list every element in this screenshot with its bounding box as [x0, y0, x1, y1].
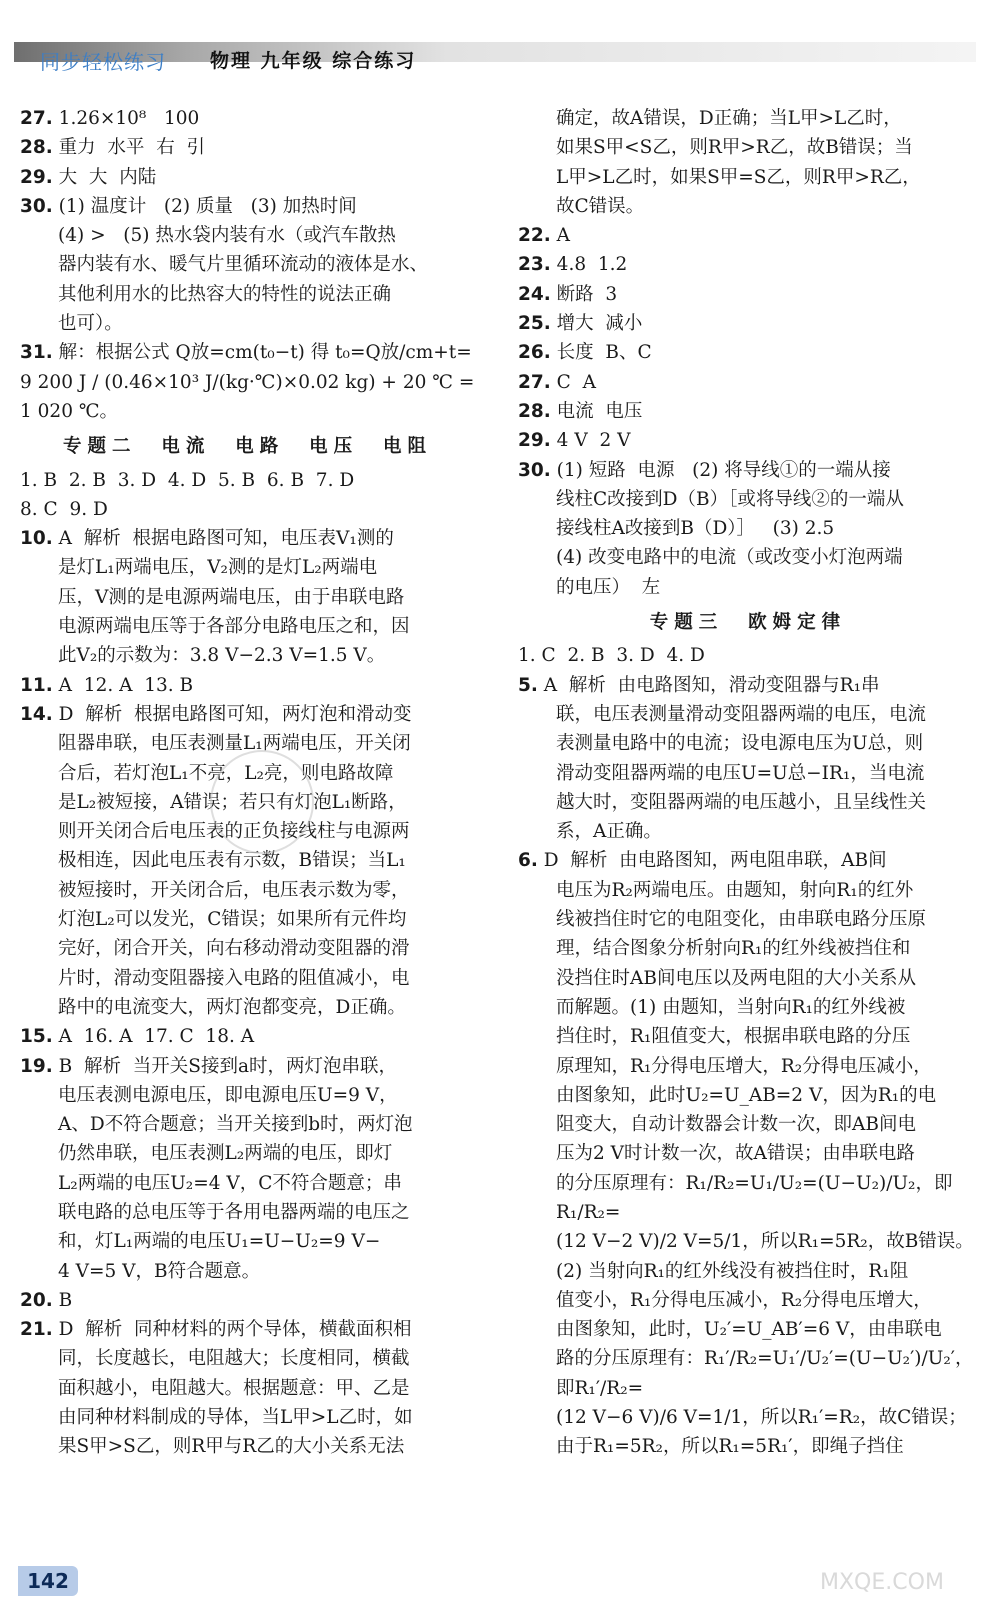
page-number: 142 [18, 1566, 78, 1596]
answer-continuation: 面积越小，电阻越大。根据题意：甲、乙是 [58, 1377, 410, 1399]
right-column [518, 104, 978, 1462]
answer-text: 电流 电压 [556, 400, 643, 422]
question-number: 26. [518, 342, 551, 364]
answer-continuation: 片时，滑动变阻器接入电路的阻值减小，电 [58, 967, 410, 989]
watermark-text: MXQE.COM [820, 1570, 944, 1595]
answer-line [518, 671, 978, 700]
answer-line [518, 368, 978, 397]
answer-continuation: 仍然串联，电压表测L₂两端的电压，即灯 [58, 1143, 393, 1165]
answer-line [20, 338, 475, 367]
question-number: 28. [518, 400, 551, 422]
answer-line [518, 338, 978, 367]
answer-text: 1 020 ℃。 [20, 400, 119, 422]
answer-continuation: 压为2 V时计数一次，故A错误；由串联电路 [556, 1143, 915, 1165]
answer-continuation: 由图象知，此时U₂=U_AB=2 V，因为R₁的电 [556, 1084, 937, 1106]
question-number: 27. [518, 371, 551, 393]
answer-line [20, 671, 475, 700]
answer-continuation: 由于R₁=5R₂，所以R₁=5R₁′，即绳子挡住 [556, 1436, 904, 1458]
question-number: 24. [518, 283, 551, 305]
question-number: 22. [518, 225, 551, 247]
answer-continuation: (2) 当射向R₁的红外线没有被挡住时，R₁阻 [556, 1260, 909, 1282]
answer-continuation: 电源两端电压等于各部分电路电压之和，因 [58, 616, 410, 638]
answer-line [20, 466, 475, 495]
answer-line [518, 641, 978, 670]
question-number: 20. [20, 1289, 53, 1311]
answer-continuation: 故C错误。 [556, 195, 645, 217]
answer-continuation: 阻器串联，电压表测量L₁两端电压，开关闭 [58, 733, 411, 755]
question-number: 25. [518, 313, 551, 335]
answer-continuation: 是L₂被短接，A错误；若只有灯泡L₁断路， [58, 791, 407, 813]
answer-continuation: 也可）。 [58, 313, 123, 335]
answer-continuation: 则开关闭合后电压表的正负接线柱与电源两 [58, 821, 410, 843]
answer-line [20, 1052, 475, 1081]
answer-continuation: 电压为R₂两端电压。由题知，射向R₁的红外 [556, 879, 914, 901]
section-heading: 专题二 电流 电路 电压 电阻 [62, 436, 433, 458]
question-number: 30. [518, 459, 551, 481]
answer-text: B [58, 1289, 73, 1311]
answer-continuation: 值变小，R₁分得电压减小，R₂分得电压增大， [556, 1289, 932, 1311]
answer-text: A [556, 225, 571, 247]
answer-text: A 解析 根据电路图可知，电压表V₁测的 [58, 528, 394, 550]
answer-text: B 解析 当开关S接到a时，两灯泡串联， [58, 1055, 397, 1077]
answer-text: (1) 温度计 (2) 质量 (3) 加热时间 [58, 195, 357, 217]
answer-continuation: 果S甲>S乙，则R甲与R乙的大小关系无法 [58, 1436, 405, 1458]
answer-continuation: L₂两端的电压U₂=4 V，C不符合题意；串 [58, 1172, 402, 1194]
answer-text: 1. B 2. B 3. D 4. D 5. B 6. B 7. D [20, 469, 355, 491]
question-number: 28. [20, 137, 53, 159]
answer-line [20, 397, 475, 426]
answer-continuation: 路的分压原理有：R₁′/R₂=U₁′/U₂′=(U−U₂′)/U₂′，即R₁′/R₂= [556, 1348, 974, 1399]
ink-stamp-mark [210, 750, 314, 854]
answer-continuation: 原理知，R₁分得电压增大，R₂分得电压减小， [556, 1055, 932, 1077]
answer-continuation: 4 V=5 V，B符合题意。 [58, 1260, 261, 1282]
answer-continuation: 表测量电路中的电流；设电源电压为U总，则 [556, 733, 924, 755]
answer-continuation: 阻变大，自动计数器会计数一次，即AB间电 [556, 1114, 916, 1136]
answer-continuation: 没挡住时AB间电压以及两电阻的大小关系从 [556, 967, 916, 989]
answer-text: 解：根据公式 Q放=cm(t₀−t) 得 t₀=Q放/cm+t= [58, 342, 472, 364]
answer-continuation: 的分压原理有：R₁/R₂=U₁/U₂=(U−U₂)/U₂，即R₁/R₂= [556, 1172, 953, 1223]
answer-line [20, 192, 475, 221]
answer-line [20, 104, 475, 133]
answer-continuation: 器内装有水、暖气片里循环流动的液体是水、 [58, 254, 429, 276]
answer-text: 重力 水平 右 引 [58, 137, 205, 159]
answer-text: A 16. A 17. C 18. A [58, 1026, 255, 1048]
answer-line [518, 846, 978, 875]
question-number: 11. [20, 674, 53, 696]
question-number: 19. [20, 1055, 53, 1077]
answer-line [20, 133, 475, 162]
section-heading: 专题三 欧姆定律 [649, 612, 847, 634]
answer-line [518, 280, 978, 309]
answer-text: 4.8 1.2 [556, 254, 628, 276]
answer-continuation: 系，A正确。 [556, 821, 662, 843]
answer-continuation: 此V₂的示数为：3.8 V−2.3 V=1.5 V。 [58, 645, 386, 667]
answer-continuation: 的电压） 左 [556, 576, 661, 598]
page-header [0, 0, 996, 78]
series-title: 同步轻松练习 [40, 50, 166, 74]
answer-line [20, 368, 475, 397]
question-number: 6. [518, 850, 538, 872]
answer-continuation: 同，长度越长，电阻越大；长度相同，横截 [58, 1348, 410, 1370]
question-number: 10. [20, 528, 53, 550]
answer-text: 9 200 J / (0.46×10³ J/(kg·℃)×0.02 kg) + 20 ℃ = [20, 371, 475, 393]
answer-text: D 解析 根据电路图可知，两灯泡和滑动变 [58, 703, 412, 725]
answer-text: 长度 B、C [556, 342, 652, 364]
answer-line [518, 426, 978, 455]
question-number: 14. [20, 703, 53, 725]
answer-continuation: (4) > (5) 热水袋内装有水（或汽车散热 [58, 225, 396, 247]
answer-line [20, 1286, 475, 1315]
answer-text: C A [556, 371, 596, 393]
answer-continuation: 被短接时，开关闭合后，电压表示数为零， [58, 879, 410, 901]
answer-text: 大 大 内陆 [58, 166, 157, 188]
answer-continuation: 其他利用水的比热容大的特性的说法正确 [58, 283, 392, 305]
subject-title: 物理 九年级 综合练习 [210, 50, 417, 72]
answer-continuation: 是灯L₁两端电压，V₂测的是灯L₂两端电 [58, 557, 378, 579]
question-number: 5. [518, 674, 538, 696]
answer-text: 增大 减小 [556, 313, 643, 335]
answer-line [518, 250, 978, 279]
answer-continuation: 接线柱A改接到B（D）］ (3) 2.5 [556, 518, 835, 540]
answer-text: A 12. A 13. B [58, 674, 194, 696]
answer-line [20, 700, 475, 729]
answer-continuation: 联电路的总电压等于各用电器两端的电压之 [58, 1201, 410, 1223]
question-number: 21. [20, 1319, 53, 1341]
answer-continuation: A、D不符合题意；当开关接到b时，两灯泡 [58, 1114, 413, 1136]
answer-text: D 解析 由电路图知，两电阻串联，AB间 [543, 850, 887, 872]
answer-continuation: 压，V测的是电源两端电压，由于串联电路 [58, 586, 405, 608]
question-number: 15. [20, 1026, 53, 1048]
answer-continuation: (12 V−2 V)/2 V=5/1，所以R₁=5R₂，故B错误。 [556, 1231, 974, 1253]
answer-continuation: 理，结合图象分析射向R₁的红外线被挡住和 [556, 938, 911, 960]
answer-text: 4 V 2 V [556, 430, 631, 452]
answer-line [518, 456, 978, 485]
answer-text: 断路 3 [556, 283, 618, 305]
answer-continuation: (4) 改变电路中的电流（或改变小灯泡两端 [556, 547, 903, 569]
answer-continuation: 联，电压表测量滑动变阻器两端的电压，电流 [556, 703, 927, 725]
answer-line [518, 309, 978, 338]
answer-continuation: 极相连，因此电压表有示数，B错误；当L₁ [58, 850, 406, 872]
answer-continuation: 确定，故A错误，D正确；当L甲>L乙时， [556, 108, 902, 129]
question-number: 29. [518, 430, 551, 452]
answer-text: (1) 短路 电源 (2) 将导线①的一端从接 [556, 459, 891, 481]
answer-continuation: 挡住时，R₁阻值变大，根据串联电路的分压 [556, 1026, 911, 1048]
answer-continuation: 如果S甲<S乙，则R甲>R乙，故B错误；当 [556, 137, 913, 159]
question-number: 30. [20, 195, 53, 217]
answer-continuation: 路中的电流变大，两灯泡都变亮，D正确。 [58, 996, 406, 1018]
answer-text: 8. C 9. D [20, 498, 108, 520]
answer-line [20, 1022, 475, 1051]
answer-line [20, 495, 475, 524]
answer-continuation: 由图象知，此时，U₂′=U_AB′=6 V，由串联电 [556, 1319, 942, 1341]
answer-text: A 解析 由电路图知，滑动变阻器与R₁串 [543, 674, 880, 696]
answer-continuation: 滑动变阻器两端的电压U=U总−IR₁，当电流 [556, 762, 925, 784]
question-number: 23. [518, 254, 551, 276]
answer-continuation: 线被挡住时它的电阻变化，由串联电路分压原 [556, 909, 927, 931]
answer-continuation: 灯泡L₂可以发光，C错误；如果所有元件均 [58, 909, 407, 931]
answer-continuation: 越大时，变阻器两端的电压越小，且呈线性关 [556, 791, 927, 813]
answer-continuation: 和，灯L₁两端的电压U₁=U−U₂=9 V− [58, 1231, 381, 1253]
answer-continuation: 线柱C改接到D（B）［或将导线②的一端从 [556, 488, 904, 510]
answer-line [518, 221, 978, 250]
answer-text: 1. C 2. B 3. D 4. D [518, 645, 705, 667]
answer-continuation: 由同种材料制成的导体，当L甲>L乙时，如 [58, 1407, 413, 1429]
answer-text: D 解析 同种材料的两个导体，横截面积相 [58, 1319, 412, 1341]
answer-continuation: 合后，若灯泡L₁不亮，L₂亮，则电路故障 [58, 762, 394, 784]
answer-continuation: 而解题。(1) 由题知，当射向R₁的红外线被 [556, 996, 906, 1018]
answer-line [20, 163, 475, 192]
answer-line [20, 1315, 475, 1344]
answer-continuation: L甲>L乙时，如果S甲=S乙，则R甲>R乙， [556, 166, 921, 188]
answer-text: 1.26×10⁸ 100 [58, 108, 200, 129]
question-number: 31. [20, 342, 53, 364]
question-number: 27. [20, 108, 53, 129]
answer-continuation: 电压表测电源电压，即电源电压U=9 V， [58, 1084, 398, 1106]
answer-continuation: (12 V−6 V)/6 V=1/1，所以R₁′=R₂，故C错误； [556, 1407, 967, 1429]
question-number: 29. [20, 166, 53, 188]
answer-line [20, 524, 475, 553]
answer-continuation: 完好，闭合开关，向右移动滑动变阻器的滑 [58, 938, 410, 960]
answer-line [518, 397, 978, 426]
